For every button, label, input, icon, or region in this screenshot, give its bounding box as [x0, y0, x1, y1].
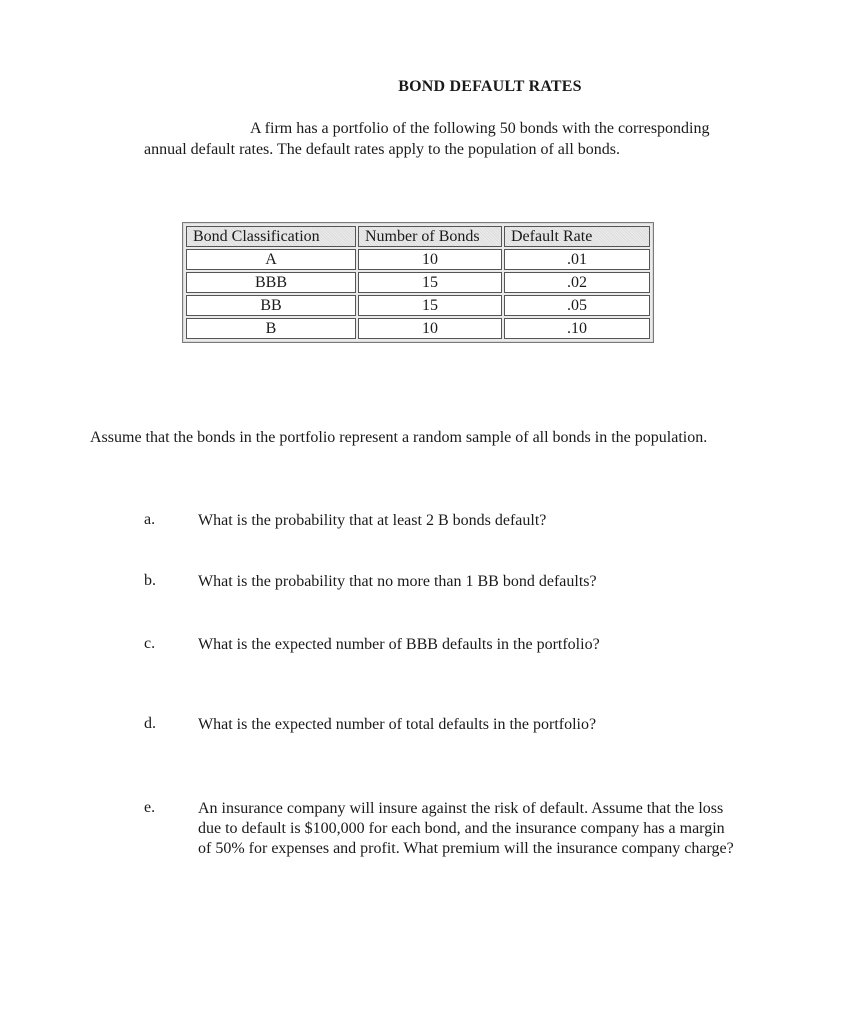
table-row — [186, 318, 650, 339]
header-bond-classification: Bond Classification — [186, 226, 356, 247]
cell-rate: .02 — [504, 272, 650, 293]
intro-paragraph: A firm has a portfolio of the following 50 bonds with the corresponding annual default rates. The default rates apply to the population of all bonds. — [144, 120, 710, 158]
question-letter: b. — [144, 572, 156, 589]
header-number-of-bonds: Number of Bonds — [358, 226, 502, 247]
cell-number: 10 — [358, 318, 502, 339]
cell-rate: .05 — [504, 295, 650, 316]
question-text: What is the expected number of total defaults in the portfolio? — [198, 716, 597, 733]
table-row — [186, 272, 650, 293]
cell-classification: A — [186, 249, 356, 270]
table-header-row — [186, 226, 650, 247]
cell-number: 15 — [358, 272, 502, 293]
bond-table — [184, 224, 652, 341]
cell-number: 10 — [358, 249, 502, 270]
cell-rate: .01 — [504, 249, 650, 270]
question-text: What is the expected number of BBB defaults in the portfolio? — [198, 636, 600, 653]
cell-classification: B — [186, 318, 356, 339]
question-letter: d. — [144, 715, 156, 732]
cell-rate: .10 — [504, 318, 650, 339]
table-row — [186, 295, 650, 316]
cell-classification: BBB — [186, 272, 356, 293]
question-text: What is the probability that at least 2 B bonds default? — [198, 512, 547, 529]
table-row — [186, 249, 650, 270]
question-text: What is the probability that no more than 1 BB bond defaults? — [198, 573, 597, 590]
bond-table-container — [182, 222, 654, 343]
header-default-rate: Default Rate — [504, 226, 650, 247]
assumption-paragraph: Assume that the bonds in the portfolio represent a random sample of all bonds in the population. — [90, 429, 708, 446]
cell-classification: BB — [186, 295, 356, 316]
question-letter: c. — [144, 635, 156, 652]
question-letter: a. — [144, 511, 156, 528]
page-title: BOND DEFAULT RATES — [398, 78, 582, 95]
question-text: An insurance company will insure against the risk of default. Assume that the loss due to default is $100,000 for each bond, and the insurance company has a margin of 50% for expenses and profit. What premium will the insurance company charge? — [198, 800, 734, 857]
cell-number: 15 — [358, 295, 502, 316]
question-letter: e. — [144, 799, 156, 816]
